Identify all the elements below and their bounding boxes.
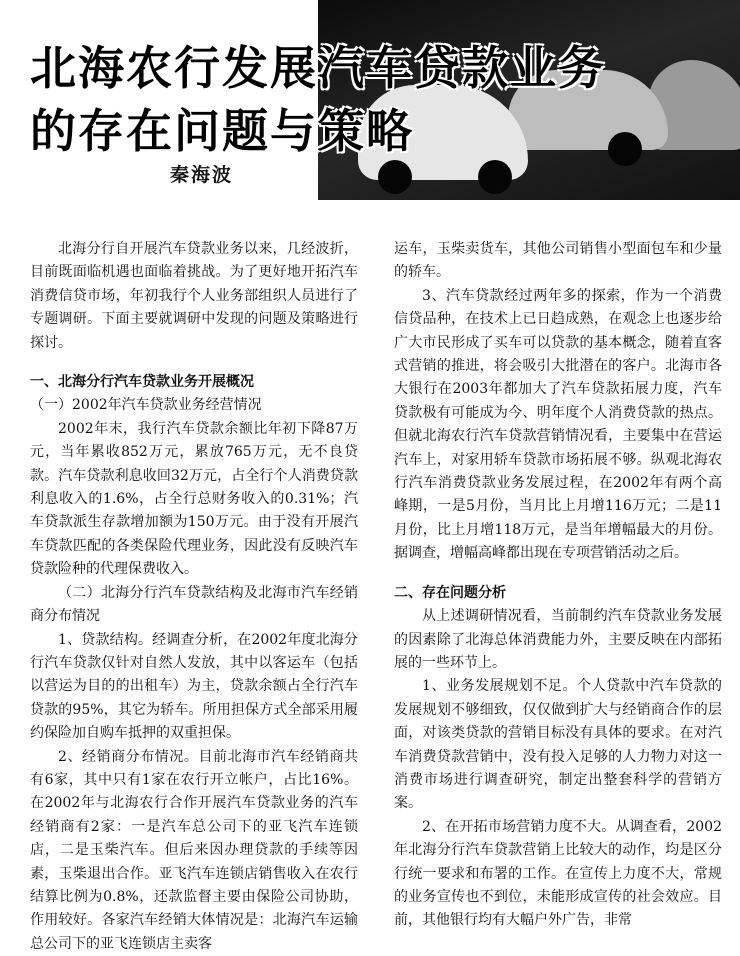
wheel-shape (378, 160, 412, 194)
article-title-line2: 的存在问题与策略 (30, 104, 414, 158)
section-heading: 一、北海分行汽车贷款业务开展概况 (30, 374, 254, 391)
intro-paragraph: 北海分行自开展汽车贷款业务以来，几经波折，目前既面临机遇也面临着挑战。为了更好地开拓汽车消费信贷市场，年初我行个人业务部组织人员进行了专题调研。下面主要就调研中发现的问题及策略进行探讨。 (30, 241, 358, 351)
section-heading: 二、存在问题分析 (394, 584, 506, 601)
body-paragraph: 2、在开拓市场营销力度不大。从调查看，2002年北海分行汽车贷款营销上比较大的动作，均是区分行统一要求和布署的工作。在宣传上力度不大，常规的业务宣传也不到位，未能形成宣传的社会效应。目前，其他银行均有大幅户外广告，非常 (394, 818, 722, 929)
body-paragraph: 从上述调研情况看，当前制约汽车贷款业务发展的因素除了北海总体消费能力外，主要反映在内部拓展的一些环节上。 (394, 608, 722, 671)
wheel-shape (608, 132, 642, 166)
title-banner (0, 0, 740, 225)
body-paragraph: 运车，玉柴卖货车，其他公司销售小型面包车和少量的轿车。 (394, 241, 722, 281)
body-paragraph: 1、贷款结构。经调查分析，在2002年度北海分行汽车贷款仅针对自然人发放，其中以客运车（包括以营运为目的的出租车）为主，贷款余额占全行汽车贷款的95%，其它为轿车。所用担保方式全部采用履约保险加自购车抵押的双重担保。 (30, 631, 358, 742)
subsection-heading: （二）北海分行汽车贷款结构及北海市汽车经销商分布情况 (30, 584, 358, 625)
body-paragraph: 2、经销商分布情况。目前北海市汽车经销商共有6家，其中只有1家在农行开立帐户，占比16%。在2002年与北海农行合作开展汽车贷款业务的汽车经销商有2家：一是汽车总公司下的亚飞汽车连锁店，二是玉柴汽车。但后来因办理贷款的手续等因素，玉柴退出合作。亚飞汽车连锁店销售收入在农行结算比例为0.8%，还款监督主要由保险公司协助，作用较好。各家汽车经销大体情况是：北海汽车运输总公司下的亚飞连锁店主卖客 (30, 748, 358, 952)
right-column (394, 238, 722, 933)
wheel-shape (478, 160, 512, 194)
left-column (30, 238, 358, 956)
body-paragraph: 2002年末，我行汽车贷款余额比年初下降87万元，当年累收852万元，累放765万元，无不良贷款。汽车贷款利息收回32万元，占全行个人消费贷款利息收入的1.6%，占全行总财务收入的0.31%；汽车贷款派生存款增加额为150万元。由于没有开展汽车贷款匹配的各类保险代理业务，因此没有反映汽车贷款险种的代理保费收入。 (30, 420, 358, 578)
author-name: 秦海波 (170, 164, 234, 186)
article-title-line1: 北海农行发展汽车贷款业务 (30, 41, 606, 95)
subsection-heading: （一）2002年汽车贷款业务经营情况 (30, 397, 262, 414)
body-paragraph: 3、汽车贷款经过两年多的探索，作为一个消费信贷品种，在技术上已日趋成熟，在观念上也逐步给广大市民形成了买车可以贷款的基本概念，随着直客式营销的推进，将会吸引大批潜在的客户。北海市各大银行在2003年都加大了汽车贷款拓展力度，汽车贷款极有可能成为今、明年度个人消费贷款的热点。但就北海农行汽车贷款营销情况看，主要集中在营运汽车上，对家用轿车贷款市场拓展不够。纵观北海农行汽车消费贷款业务发展过程，在2002年有两个高峰期，一是5月份，当月比上月增116万元；二是11月份，比上月增118万元，是当年增幅最大的月份。据调查，增幅高峰都出现在专项营销活动之后。 (394, 287, 722, 562)
body-paragraph: 1、业务发展规划不足。个人贷款中汽车贷款的发展规划不够细致，仅仅做到扩大与经销商合作的层面，对该类贷款的营销目标没有具体的要求。在对汽车消费贷款营销中，没有投入足够的人力物力对这一消费市场进行调查研究，制定出整套科学的营销方案。 (394, 678, 722, 812)
